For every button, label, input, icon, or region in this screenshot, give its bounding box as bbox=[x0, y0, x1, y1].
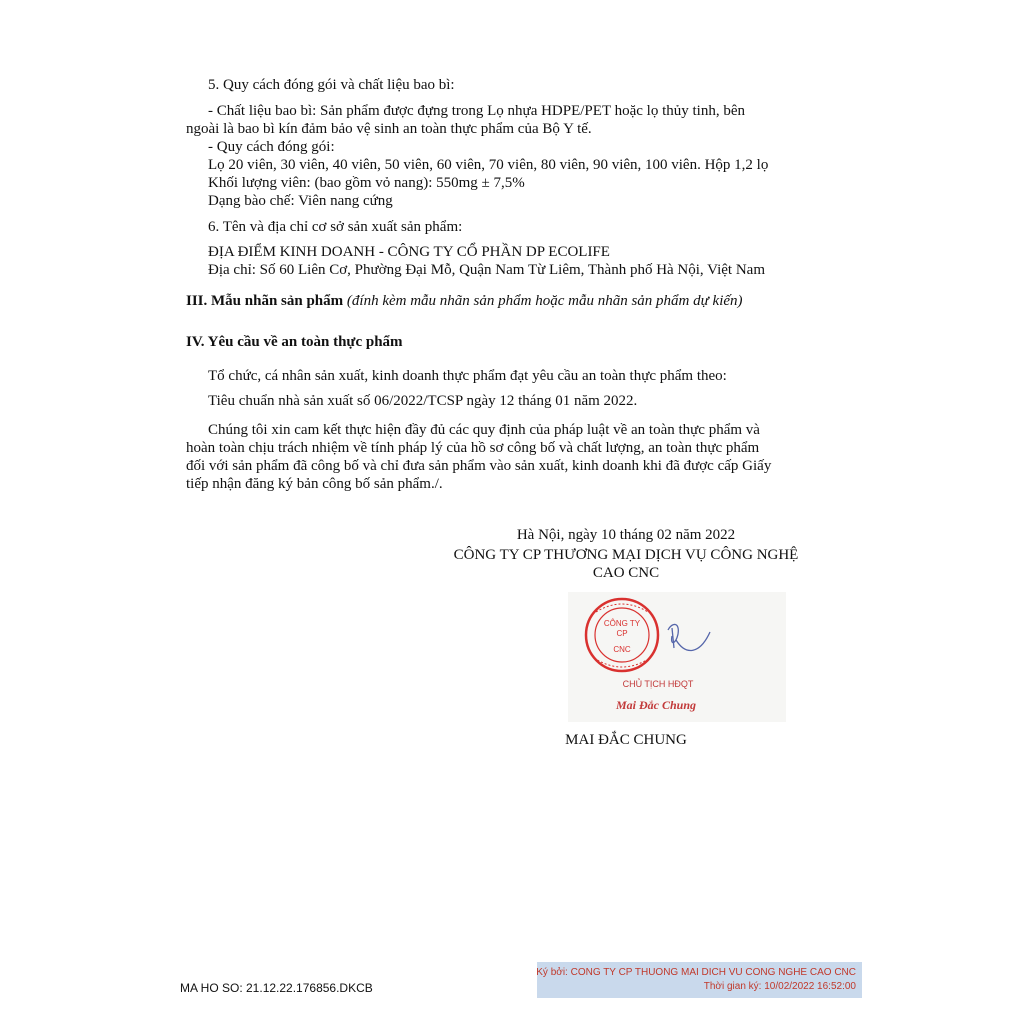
section3-heading: III. Mẫu nhãn sản phẩm bbox=[186, 293, 344, 309]
stamp-title: CHỦ TỊCH HĐQT bbox=[622, 679, 694, 689]
signer-name: MAI ĐẮC CHUNG bbox=[565, 732, 687, 748]
signed-time: Thời gian ký: 10/02/2022 16:52:00 bbox=[703, 981, 856, 992]
section5-heading: 5. Quy cách đóng gói và chất liệu bao bì: bbox=[208, 77, 455, 93]
digital-signature-box bbox=[537, 962, 862, 998]
company-seal-icon bbox=[568, 592, 786, 722]
section3-heading-line bbox=[186, 292, 743, 310]
manufacturer-name: ĐỊA ĐIỂM KINH DOANH - CÔNG TY CỔ PHẦN DP ECOLIFE bbox=[208, 244, 610, 260]
commitment-line-1: Chúng tôi xin cam kết thực hiện đầy đủ các quy định của pháp luật về an toàn thực phẩm và bbox=[208, 422, 760, 438]
signed-by: Ký bởi: CONG TY CP THUONG MAI DICH VU CONG NGHE CAO CNC bbox=[536, 967, 856, 978]
stamp-company-l2: CP bbox=[616, 629, 628, 638]
material-line-2: ngoài là bao bì kín đảm bảo vệ sinh an toàn thực phẩm của Bộ Y tế. bbox=[186, 121, 592, 137]
material-line-1: - Chất liệu bao bì: Sản phẩm được đựng trong Lọ nhựa HDPE/PET hoặc lọ thủy tinh, bên bbox=[208, 103, 745, 119]
safety-requirement-line-1: Tổ chức, cá nhân sản xuất, kinh doanh thực phẩm đạt yêu cầu an toàn thực phẩm theo: bbox=[208, 368, 727, 384]
packaging-label: - Quy cách đóng gói: bbox=[208, 139, 335, 155]
section6-heading: 6. Tên và địa chỉ cơ sở sản xuất sản phẩm: bbox=[208, 219, 463, 235]
place-date: Hà Nội, ngày 10 tháng 02 năm 2022 bbox=[516, 527, 736, 543]
capsule-weight: Khối lượng viên: (bao gồm vỏ nang): 550mg ± 7,5% bbox=[208, 175, 525, 191]
stamp-company-l3: CNC bbox=[613, 645, 631, 654]
signing-company-line-1: CÔNG TY CP THƯƠNG MẠI DỊCH VỤ CÔNG NGHỆ bbox=[453, 547, 799, 563]
commitment-line-2: hoàn toàn chịu trách nhiệm về tính pháp lý của hồ sơ công bố và chất lượng, an toàn thực phẩm bbox=[186, 440, 760, 456]
stamp-signature-image bbox=[568, 592, 786, 722]
section3-note: (đính kèm mẫu nhãn sản phẩm hoặc mẫu nhãn sản phẩm dự kiến) bbox=[346, 293, 743, 309]
file-code: MA HO SO: 21.12.22.176856.DKCB bbox=[180, 981, 373, 995]
signing-company-line-2: CAO CNC bbox=[592, 565, 660, 581]
stamp-company-l1: CÔNG TY bbox=[603, 619, 641, 628]
dosage-form: Dạng bào chế: Viên nang cứng bbox=[208, 193, 393, 209]
section4-heading: IV. Yêu cầu về an toàn thực phẩm bbox=[186, 334, 403, 350]
manufacturer-address: Địa chỉ: Số 60 Liên Cơ, Phường Đại Mỗ, Quận Nam Từ Liêm, Thành phố Hà Nội, Việt Nam bbox=[208, 262, 765, 278]
stamp-name: Mai Đắc Chung bbox=[615, 698, 697, 712]
packaging-detail: Lọ 20 viên, 30 viên, 40 viên, 50 viên, 60 viên, 70 viên, 80 viên, 90 viên, 100 viên. Hộp 1,2 lọ bbox=[208, 157, 769, 173]
commitment-line-3: đối với sản phẩm đã công bố và chỉ đưa sản phẩm vào sản xuất, kinh doanh khi đã được cấp Giấy bbox=[186, 458, 772, 474]
commitment-line-4: tiếp nhận đăng ký bản công bố sản phẩm./. bbox=[186, 476, 443, 492]
safety-requirement-line-2: Tiêu chuẩn nhà sản xuất số 06/2022/TCSP ngày 12 tháng 01 năm 2022. bbox=[208, 393, 638, 409]
